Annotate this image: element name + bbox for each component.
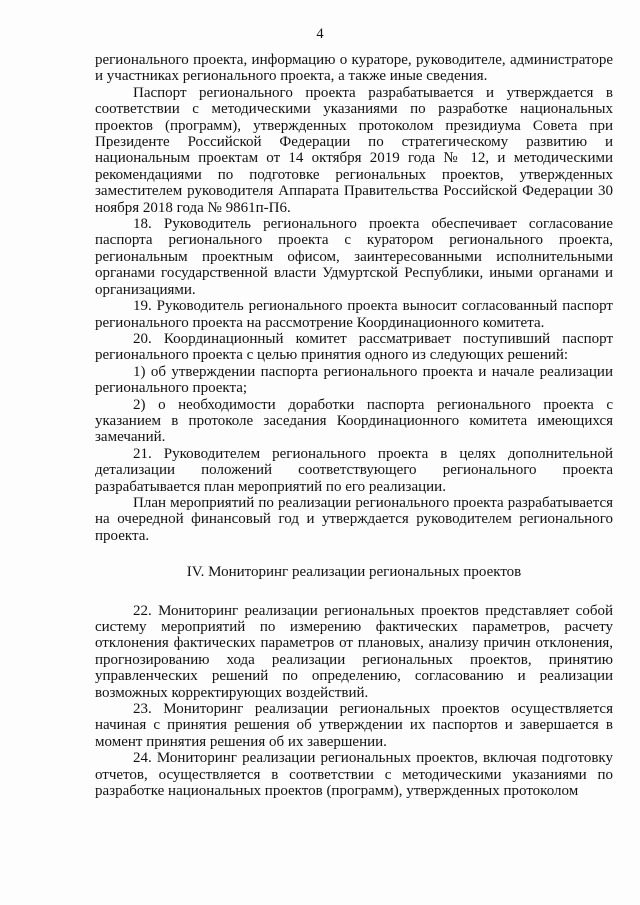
paragraph-18: 18. Руководитель регионального проекта обеспечивает согласование паспорта регионального проекта с куратором регионального проекта, региональным проектным офисом, заинтересованными исполнительными органами государственной власти Удмуртской Республики, иными органами и организациями. xyxy=(95,216,613,298)
document-body xyxy=(95,52,613,799)
paragraph-23: 23. Мониторинг реализации региональных проектов осуществляется начиная с принятия решения об утверждении их паспортов и завершается в момент принятия решения об их завершении. xyxy=(95,701,613,750)
paragraph-21: 21. Руководителем регионального проекта в целях дополнительной детализации положений соответствующего регионального проекта разрабатывается план мероприятий по его реализации. xyxy=(95,445,613,495)
paragraph-passport: Паспорт регионального проекта разрабатывается и утверждается в соответствии с методическими указаниями по разработке национальных проектов (программ), утвержденных протоколом президиума Совета при Президенте Российской Федерации по стратегическому развитию и национальным проектам от 14 октября 2019 года № 12, и методическими рекомендациями по подготовке региональных проектов, утвержденных заместителем руководителя Аппарата Правительства Российской Федерации 30 ноября 2018 года № 9861п-П6. xyxy=(95,84,613,216)
paragraph-19: 19. Руководитель регионального проекта выносит согласованный паспорт регионального проекта на рассмотрение Координационного комитета. xyxy=(95,298,613,331)
paragraph-20-item-2: 2) о необходимости доработки паспорта регионального проекта с указанием в протоколе заседания Координационного комитета имеющихся замечаний. xyxy=(95,396,613,446)
paragraph-24: 24. Мониторинг реализации региональных проектов, включая подготовку отчетов, осуществляется в соответствии с методическими указаниями по разработке национальных проектов (программ), утвержденных протоколом xyxy=(95,750,613,800)
paragraph-20: 20. Координационный комитет рассматривает поступивший паспорт регионального проекта с целью принятия одного из следующих решений: xyxy=(95,330,613,364)
paragraph-action-plan: План мероприятий по реализации регионального проекта разрабатывается на очередной финансовый год и утверждается руководителем регионального проекта. xyxy=(95,494,613,544)
paragraph-continuation: регионального проекта, информацию о кураторе, руководителе, администраторе и участниках регионального проекта, а также иные сведения. xyxy=(95,52,613,85)
paragraph-22: 22. Мониторинг реализации региональных проектов представляет собой систему мероприятий по измерению фактических параметров, расчету отклонения фактических параметров от плановых, анализу причин отклонения, прогнозированию хода реализации региональных проектов, принятию управленческих решений по определению, согласованию и реализации возможных корректирующих воздействий. xyxy=(95,602,613,701)
paragraph-20-item-1: 1) об утверждении паспорта регионального проекта и начале реализации регионального проекта; xyxy=(95,363,613,397)
section-heading: IV. Мониторинг реализации региональных проектов xyxy=(186,564,522,581)
page-number: 4 xyxy=(316,26,324,42)
